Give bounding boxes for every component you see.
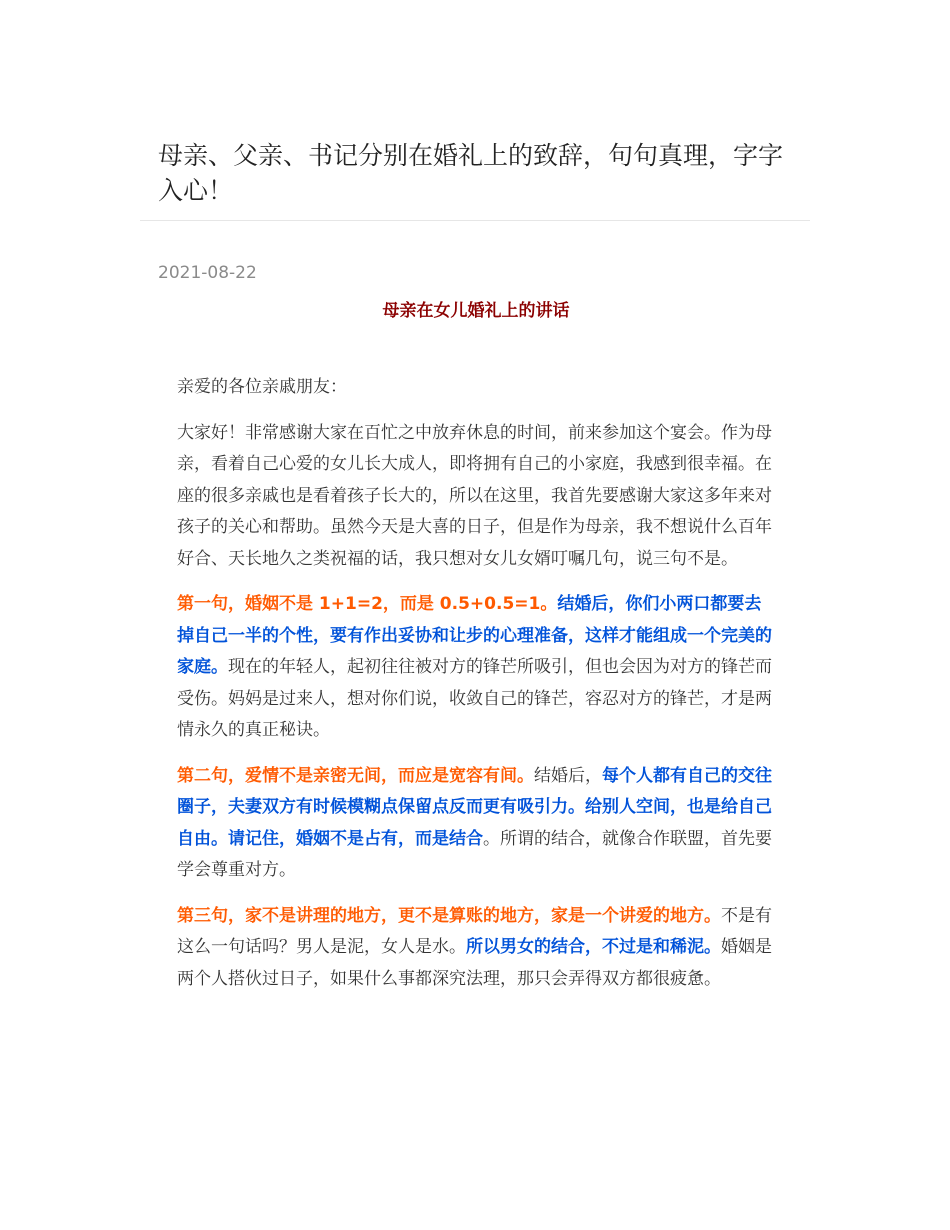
third-point-text-end: 婚姻是两个人搭伙过日子，如果什么事都深究法理，那只会弄得双方都很疲惫。 (177, 937, 772, 989)
second-point-emphasis: 每个人都有自己的交往圈子，夫妻双方有时候模糊点保留点反而更有吸引力。给别人空间，也是给自己自由。请记住，婚姻不是占有，而是结合 (177, 765, 772, 849)
second-point-heading: 第二句，爱情不是亲密无间，而应是宽容有间。 (177, 765, 534, 786)
section-subheading: 母亲在女儿婚礼上的讲话 (382, 301, 570, 321)
first-point-text: 现在的年轻人，起初往往被对方的锋芒所吸引，但也会因为对方的锋芒而受伤。妈妈是过来人，想对你们说，收敛自己的锋芒，容忍对方的锋芒，才是两情永久的真正秘诀。 (177, 657, 772, 740)
first-point-paragraph (177, 589, 777, 747)
article-body (177, 372, 777, 1009)
third-point-emphasis: 所以男女的结合，不过是和稀泥。 (466, 937, 721, 957)
greeting-paragraph: 亲爱的各位亲戚朋友： (177, 377, 347, 397)
title-divider (140, 220, 810, 221)
second-point-paragraph (177, 761, 777, 887)
publish-date: 2021-08-22 (158, 263, 257, 283)
third-point-heading: 第三句，家不是讲理的地方，更不是算账的地方，家是一个讲爱的地方。 (177, 905, 721, 926)
first-point-heading: 第一句，婚姻不是 1+1=2，而是 0.5+0.5=1。 (177, 594, 558, 614)
article-title: 母亲、父亲、书记分别在婚礼上的致辞，句句真理，字字入心！ (158, 141, 784, 205)
third-point-text-start: 不是有这么一句话吗？男人是泥，女人是水。 (177, 905, 772, 957)
second-point-text-end: 。所谓的结合，就像合作联盟，首先要学会尊重对方。 (177, 828, 772, 880)
second-point-text-start: 结婚后， (534, 765, 602, 786)
third-point-paragraph (177, 901, 777, 996)
first-point-emphasis: 结婚后，你们小两口都要去掉自己一半的个性，要有作出妥协和让步的心理准备，这样才能组成一个完美的家庭。 (177, 594, 772, 677)
intro-paragraph: 大家好！非常感谢大家在百忙之中放弃休息的时间，前来参加这个宴会。作为母亲，看着自己心爱的女儿长大成人，即将拥有自己的小家庭，我感到很幸福。在座的很多亲戚也是看着孩子长大的，所以在这里，我首先要感谢大家这多年来对孩子的关心和帮助。虽然今天是大喜的日子，但是作为母亲，我不想说什么百年好合、天长地久之类祝福的话，我只想对女儿女婿叮嘱几句，说三句不是。 (177, 422, 772, 569)
